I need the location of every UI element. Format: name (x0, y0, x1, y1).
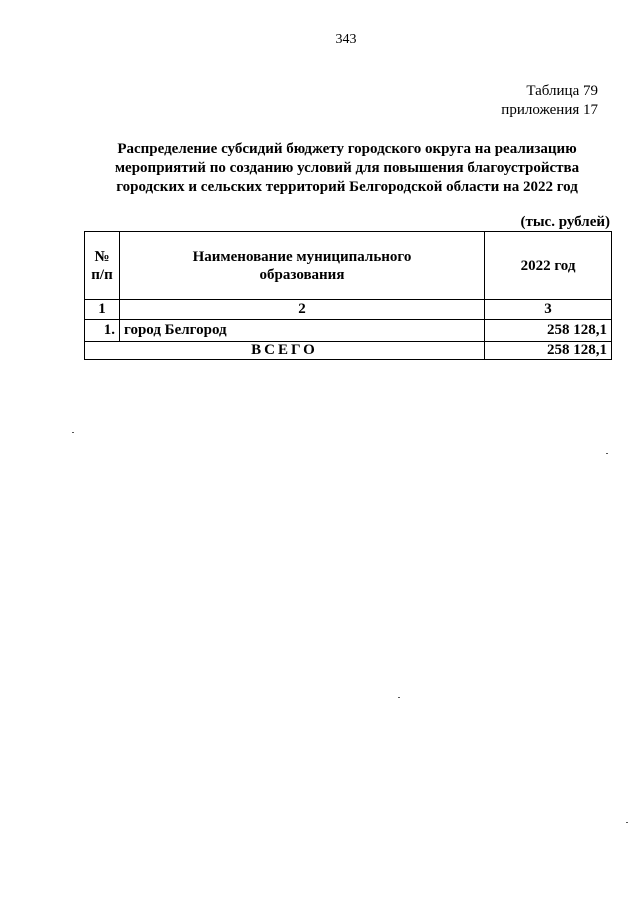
title-line3: городских и сельских территорий Белгородской области на 2022 год (116, 179, 578, 195)
column-numbers-row (85, 300, 612, 320)
units-label: (тыс. рублей) (520, 214, 610, 230)
total-row (85, 342, 612, 360)
title-line2: мероприятий по созданию условий для повышения благоустройства (114, 160, 580, 176)
title-line1: Распределение субсидий бюджету городского округа на реализацию (117, 141, 577, 157)
table-header-row (85, 232, 612, 300)
header-name-line2: образования (259, 266, 345, 283)
scan-speck (72, 432, 74, 433)
table-ref-line1: Таблица 79 (526, 83, 598, 99)
table-row (85, 320, 612, 342)
header-num (85, 232, 120, 300)
page-number: 343 (335, 32, 357, 47)
table-ref-line2: приложения 17 (501, 102, 598, 118)
subsidy-table (84, 231, 612, 360)
scan-speck (398, 697, 400, 698)
header-name (120, 232, 485, 300)
column-number-3: 3 (485, 300, 612, 320)
row-value: 258 128,1 (485, 320, 612, 342)
total-value: 258 128,1 (485, 342, 612, 360)
scan-speck (606, 453, 608, 454)
total-label: ВСЕГО (85, 342, 485, 360)
row-name: город Белгород (120, 320, 485, 342)
row-num: 1. (85, 320, 120, 342)
table-reference (501, 82, 598, 120)
column-number-2: 2 (120, 300, 485, 320)
scan-speck (626, 822, 628, 823)
header-name-line1: Наименование муниципального (192, 248, 412, 265)
header-num-line2: п/п (91, 266, 113, 283)
header-num-line1: № (94, 248, 110, 265)
column-number-1: 1 (85, 300, 120, 320)
document-title (84, 140, 610, 197)
header-year: 2022 год (485, 232, 612, 300)
